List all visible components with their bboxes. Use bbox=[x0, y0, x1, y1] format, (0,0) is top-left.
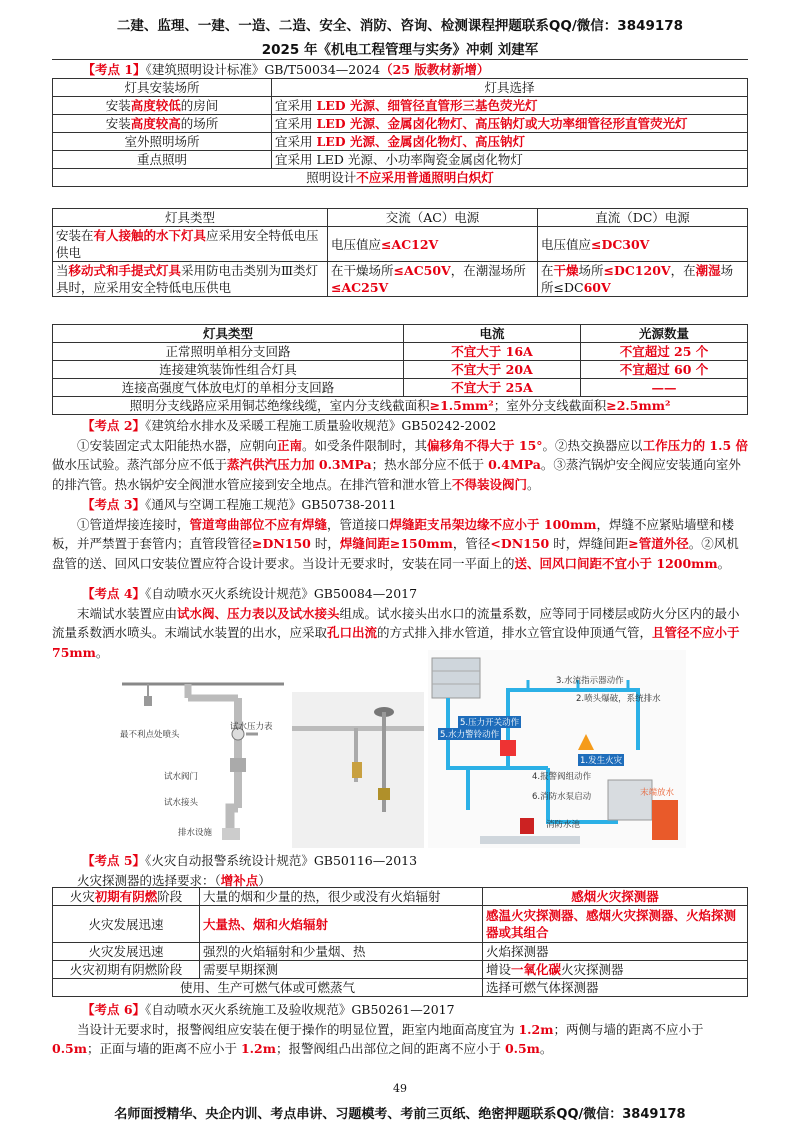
kp3-heading: 【考点 3】《通风与空调工程施工规范》GB50738-2011 bbox=[82, 497, 397, 512]
kp6-heading: 【考点 6】《自动喷水灭火系统施工及验收规范》GB50261—2017 bbox=[82, 1002, 455, 1017]
label-test-pressure-gauge: 试水压力表 bbox=[230, 722, 273, 732]
kp6-section bbox=[52, 1000, 748, 1059]
label-alarm-valve: 4.报警阀组动作 bbox=[532, 772, 592, 782]
kp5-heading: 【考点 5】《火灾自动报警系统设计规范》GB50116—2013 bbox=[82, 853, 418, 868]
table-row: 火灾初期有阴燃阶段 大量的烟和少量的热，很少或没有火焰辐射 感烟火灾探测器 bbox=[53, 888, 748, 906]
label-test-valve: 试水阀门 bbox=[164, 772, 199, 782]
page-number: 49 bbox=[393, 1082, 407, 1095]
sprinkler-system-workflow-diagram bbox=[428, 650, 686, 848]
kp3-section bbox=[52, 495, 748, 573]
table-row: 当移动式和手提式灯具采用防电击类别为Ⅲ类灯具时，应采用安全特低电压供电 在干燥场所≤AC50V，在潮湿场所≤AC25V 在干燥场所≤DC120V，在潮湿场所≤DC60V bbox=[53, 262, 748, 297]
table-row: 火灾发展迅速 强烈的火焰辐射和少量烟、热 火焰探测器 bbox=[53, 943, 748, 961]
table-row: 安装高度较高的场所 宜采用 LED 光源、金属卤化物灯、高压钠灯或大功率细管径形直管荧光灯 bbox=[53, 115, 748, 133]
kp4-heading: 【考点 4】《自动喷水灭火系统设计规范》GB50084—2017 bbox=[82, 586, 418, 601]
table-row: 室外照明场所 宜采用 LED 光源、金属卤化物灯、高压钠灯 bbox=[53, 133, 748, 151]
label-sprinkler-burst: 2.喷头爆破，系统排水 bbox=[576, 694, 661, 704]
kp1-title: 《建筑照明设计标准》GB/T50034—2024 bbox=[145, 62, 381, 77]
table-row: 照明分支线路应采用铜芯绝缘线缆，室内分支线截面积≥1.5mm²；室外分支线截面积≥2.5mm² bbox=[53, 397, 748, 415]
branch-circuit-table bbox=[52, 324, 748, 415]
label-test-connector: 试水接头 bbox=[164, 798, 199, 808]
detector-selection-table bbox=[52, 887, 748, 997]
label-fire-pump-start: 6.消防水泵启动 bbox=[532, 792, 592, 802]
table-row: 正常照明单相分支回路 不宜大于 16A 不宜超过 25 个 bbox=[53, 343, 748, 361]
footer-contact: 名师面授精华、央企内训、考点串讲、习题模考、考前三页纸、绝密押题联系QQ/微信：3849178 bbox=[114, 1107, 686, 1122]
header-course-title: 2025 年《机电工程管理与实务》冲刺 刘建军 bbox=[261, 42, 539, 58]
end-test-device-svg bbox=[118, 678, 288, 848]
kp1-tag: 【考点 1】 bbox=[82, 62, 146, 77]
table-row: 连接建筑装饰性组合灯具 不宜大于 20A 不宜超过 60 个 bbox=[53, 361, 748, 379]
label-pressure-switch: 5.压力开关动作 bbox=[460, 718, 520, 728]
table-row: 使用、生产可燃气体或可燃蒸气 选择可燃气体探测器 bbox=[53, 979, 748, 997]
end-test-photo bbox=[292, 692, 424, 848]
lamp-col-choice: 灯具选择 bbox=[272, 79, 748, 97]
lamp-selection-table bbox=[52, 61, 748, 187]
branch-col-type: 灯具类型 bbox=[53, 325, 404, 343]
table-row: 安装在有人接触的水下灯具应采用安全特低电压供电 电压值应≤AC12V 电压值应≤DC30V bbox=[53, 227, 748, 262]
kp2-body: ①安装固定式太阳能热水器，应朝向正南。如受条件限制时，其偏移角不得大于 15°。②热交换器应以工作压力的 1.5 倍做水压试验。蒸汽部分应不低于蒸汽供汽压力加 0.3MPa；热水部分应不低于 0.4MPa。③蒸汽锅炉安全阀应安装通向室外的排汽管。热水锅炉安全阀泄水管应接到安全地点。在排汽管和泄水管上不得装设阀门。 bbox=[52, 437, 749, 492]
table-row: 照明设计不应采用普通照明白炽灯 bbox=[53, 169, 748, 187]
voltage-table bbox=[52, 208, 748, 297]
branch-col-current: 电流 bbox=[404, 325, 581, 343]
table-row: 火灾初期有阴燃阶段 需要早期探测 增设一氧化碳火灾探测器 bbox=[53, 961, 748, 979]
kp2-section bbox=[52, 416, 748, 494]
label-fire-occurs: 1.发生火灾 bbox=[580, 756, 623, 766]
lamp-col-place: 灯具安装场所 bbox=[53, 79, 272, 97]
voltage-col-dc: 直流（DC）电源 bbox=[538, 209, 748, 227]
end-test-photo-svg bbox=[292, 692, 424, 848]
kp5-section bbox=[52, 851, 748, 890]
kp3-body: ①管道焊接连接时，管道弯曲部位不应有焊缝，管道接口焊缝距支吊架边缘不应小于 100mm，焊缝不应紧贴墙壁和楼板，并严禁置于套管内；直管段管径≥DN150 时，焊缝间距≥150mm，管径<DN150 时，焊缝间距≥管道外径。②风机盘管的送、回风口安装位置应符合设计要求。当设计无要求时，安装在同一平面上的送、回风口间距不宜小于 1200mm。 bbox=[52, 516, 739, 571]
kp1-heading bbox=[53, 61, 748, 79]
kp2-heading: 【考点 2】《建筑给水排水及采暖工程施工质量验收规范》GB50242-2002 bbox=[82, 418, 497, 433]
header-divider bbox=[52, 59, 748, 60]
table-row: 安装高度较低的房间 宜采用 LED 光源、细管径直管形三基色荧光灯 bbox=[53, 97, 748, 115]
label-flow-indicator: 3.水流指示器动作 bbox=[556, 676, 624, 686]
label-least-favorable-sprinkler: 最不利点处喷头 bbox=[120, 730, 180, 740]
end-test-device-diagram bbox=[118, 678, 288, 848]
header-contact: 二建、监理、一建、一造、二造、安全、消防、咨询、检测课程押题联系QQ/微信：3849178 bbox=[116, 18, 684, 34]
label-water-bell: 5.水力警铃动作 bbox=[440, 730, 500, 740]
kp1-note: （25 版教材新增） bbox=[380, 62, 490, 77]
voltage-col-ac: 交流（AC）电源 bbox=[328, 209, 538, 227]
label-fire-pool: 消防水池 bbox=[546, 820, 581, 830]
table-row: 重点照明 宜采用 LED 光源、小功率陶瓷金属卤化物灯 bbox=[53, 151, 748, 169]
label-drainage-facility: 排水设施 bbox=[178, 828, 213, 838]
kp4-body: 末端试水装置应由试水阀、压力表以及试水接头组成。试水接头出水口的流量系数，应等同于同楼层或防火分区内的最小流量系数洒水喷头。末端试水装置的出水，应采取孔口出流的方式排入排水管道，排水立管宜设伸顶通气管，且管径不应小于 75mm。 bbox=[52, 605, 740, 660]
label-end-drain: 末端放水 bbox=[640, 788, 675, 798]
branch-col-count: 光源数量 bbox=[581, 325, 748, 343]
table-row: 连接高强度气体放电灯的单相分支回路 不宜大于 25A —— bbox=[53, 379, 748, 397]
table-row: 火灾发展迅速 大量热、烟和火焰辐射 感温火灾探测器、感烟火灾探测器、火焰探测器或其组合 bbox=[53, 906, 748, 943]
kp6-body: 当设计无要求时，报警阀组应安装在便于操作的明显位置，距室内地面高度宜为 1.2m；两侧与墙的距离不应小于 0.5m；正面与墙的距离不应小于 1.2m；报警阀组凸出部位之间的距离不应小于 0.5m。 bbox=[52, 1021, 704, 1056]
kp5-intro: 火灾探测器的选择要求：（增补点） bbox=[77, 872, 271, 888]
voltage-col-type: 灯具类型 bbox=[53, 209, 328, 227]
